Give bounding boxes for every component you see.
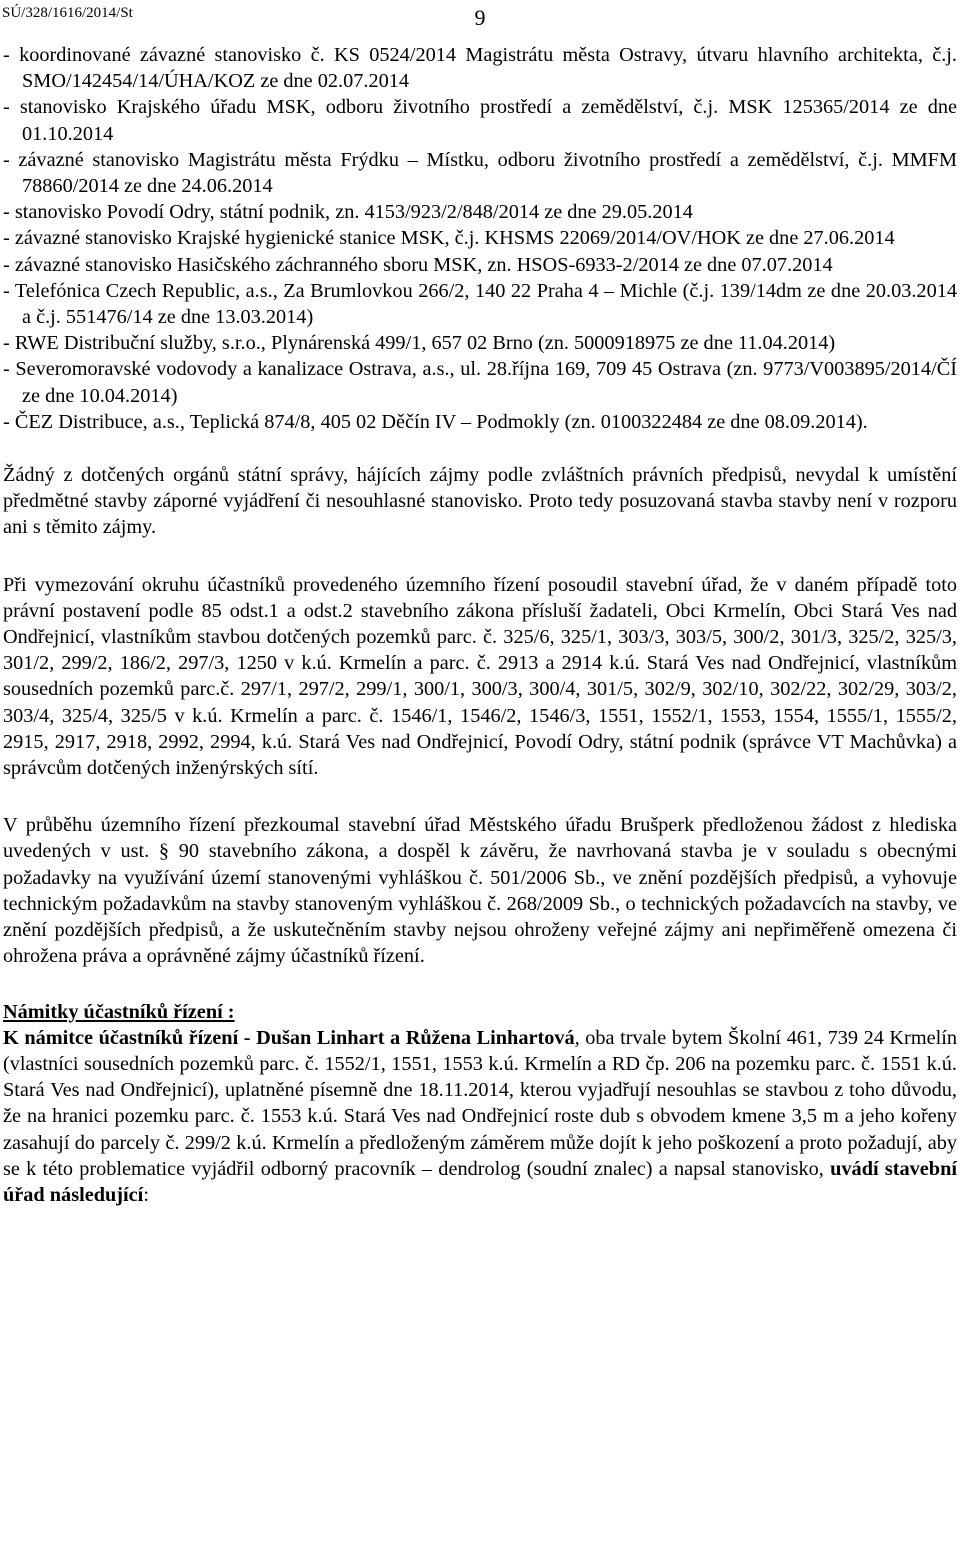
page-number: 9 bbox=[474, 5, 486, 30]
list-item: - ČEZ Distribuce, a.s., Teplická 874/8, 405 02 Děčín IV – Podmokly (zn. 0100322484 ze dne 08.09.2014). bbox=[3, 410, 868, 433]
objections-heading: Námitky účastníků řízení : bbox=[3, 1000, 235, 1023]
list-item: - stanovisko Krajského úřadu MSK, odboru životního prostředí a zemědělství, č.j. MSK 125365/2014 ze dne 01.10.2014 bbox=[3, 96, 957, 145]
objection-tail: : bbox=[143, 1183, 149, 1206]
list-item: - koordinované závazné stanovisko č. KS 0524/2014 Magistrátu města Ostravy, útvaru hlavního architekta, č.j. SMO/142454/14/ÚHA/KOZ ze dne 02.07.2014 bbox=[3, 44, 957, 93]
list-item: - závazné stanovisko Hasičského záchranného sboru MSK, zn. HSOS-6933-2/2014 ze dne 07.07.2014 bbox=[3, 253, 833, 276]
paragraph-review: V průběhu územního řízení přezkoumal stavební úřad Městského úřadu Brušperk předloženou žádost z hlediska uvedených v ust. § 90 stavebního zákona, a dospěl k závěru, že navrhovaná stavba je v souladu s obecnými požadavky na využívání území stanovenými vyhláškou č. 501/2006 Sb., ve znění pozdějších předpisů, a vyhovuje technickým požadavkům na stavby stanoveným vyhláškou č. 268/2009 Sb., o technických požadavcích na stavby, ve znění pozdějších předpisů, a že uskutečněním stavby nejsou ohroženy veřejné zájmy ani nepřiměřeně omezena či ohrožena práva a oprávněné zájmy účastníků řízení. bbox=[3, 814, 957, 968]
objection-body: , oba trvale bytem Školní 461, 739 24 Krmelín (vlastníci sousedních pozemků parc. č. 1552/1, 1551, 1553 k.ú. Krmelín a RD čp. 206 na pozemku parc. č. 1551 k.ú. Stará Ves nad Ondřejnicí), uplatněné písemně dne 18.11.2014, kterou vyjadřují nesouhlas se stavbou z toho důvodu, že na hranici pozemku parc. č. 1553 k.ú. Stará Ves nad Ondřejnicí roste dub s obvodem kmene 3,5 m a jeho kořeny zasahují do parcely č. 299/2 k.ú. Krmelín a předloženým záměrem může dojít k jeho poškození a proto požadují, aby se k této problematice vyjádřil odborný pracovník – dendrolog (soudní znalec) a napsal stanovisko, bbox=[3, 1026, 958, 1180]
statements-list bbox=[3, 42, 957, 435]
paragraph-participants: Při vymezování okruhu účastníků provedeného územního řízení posoudil stavební úřad, že v daném případě toto právní postavení podle 85 odst.1 a odst.2 stavebního zákona přísluší žadateli, Obci Krmelín, Obci Stará Ves nad Ondřejnicí, vlastníkům stavbou dotčených pozemků parc. č. 325/6, 325/1, 303/3, 303/5, 300/2, 301/3, 325/2, 325/3, 301/2, 299/2, 186/2, 297/3, 1250 v k.ú. Krmelín a parc. č. 2913 a 2914 k.ú. Stará Ves nad Ondřejnicí, vlastníkům sousedních pozemků parc.č. 297/1, 297/2, 299/1, 300/1, 300/3, 300/4, 301/5, 302/9, 302/10, 302/22, 302/29, 303/2, 303/4, 325/4, 325/5 v k.ú. Krmelín a parc. č. 1546/1, 1546/2, 1546/3, 1551, 1552/1, 1553, 1554, 1555/1, 1555/2, 2915, 2917, 2918, 2992, 2994, k.ú. Stará Ves nad Ondřejnicí, Povodí Odry, státní podnik (správce VT Machůvka) a správcům dotčených inženýrských sítí. bbox=[3, 573, 957, 780]
list-item: - závazné stanovisko Krajské hygienické stanice MSK, č.j. KHSMS 22069/2014/OV/HOK ze dne 27.06.2014 bbox=[3, 227, 895, 250]
list-item: - závazné stanovisko Magistrátu města Frýdku – Místku, odboru životního prostředí a zemědělství, č.j. MMFM 78860/2014 ze dne 24.06.2014 bbox=[3, 148, 957, 198]
document-reference: SÚ/328/1616/2014/St bbox=[2, 5, 133, 21]
list-item: - Severomoravské vodovody a kanalizace Ostrava, a.s., ul. 28.října 169, 709 45 Ostrava (zn. 9773/V003895/2014/ČÍ ze dne 10.04.2014) bbox=[3, 358, 957, 407]
objection-lead: K námitce účastníků řízení - Dušan Linhart a Růžena Linhartová bbox=[3, 1026, 575, 1049]
list-item: - stanovisko Povodí Odry, státní podnik, zn. 4153/923/2/848/2014 ze dne 29.05.2014 bbox=[3, 201, 693, 224]
list-item: - Telefónica Czech Republic, a.s., Za Brumlovkou 266/2, 140 22 Praha 4 – Michle (č.j. 139/14dm ze dne 20.03.2014 a č.j. 551476/14 ze dne 13.03.2014) bbox=[3, 279, 957, 329]
document-body bbox=[3, 42, 957, 1208]
objection-conclusion: uvádí stavební úřad následující bbox=[3, 1157, 957, 1206]
objection-paragraph bbox=[3, 1025, 957, 1208]
list-item: - RWE Distribuční služby, s.r.o., Plynárenská 499/1, 657 02 Brno (zn. 5000918975 ze dne 11.04.2014) bbox=[3, 332, 836, 355]
paragraph-authorities: Žádný z dotčených orgánů státní správy, hájících zájmy podle zvláštních právních předpisů, nevydal k umístění předmětné stavby záporné vyjádření či nesouhlasné stanovisko. Proto tedy posuzovaná stavba stavby není v rozporu ani s těmito zájmy. bbox=[3, 464, 957, 539]
